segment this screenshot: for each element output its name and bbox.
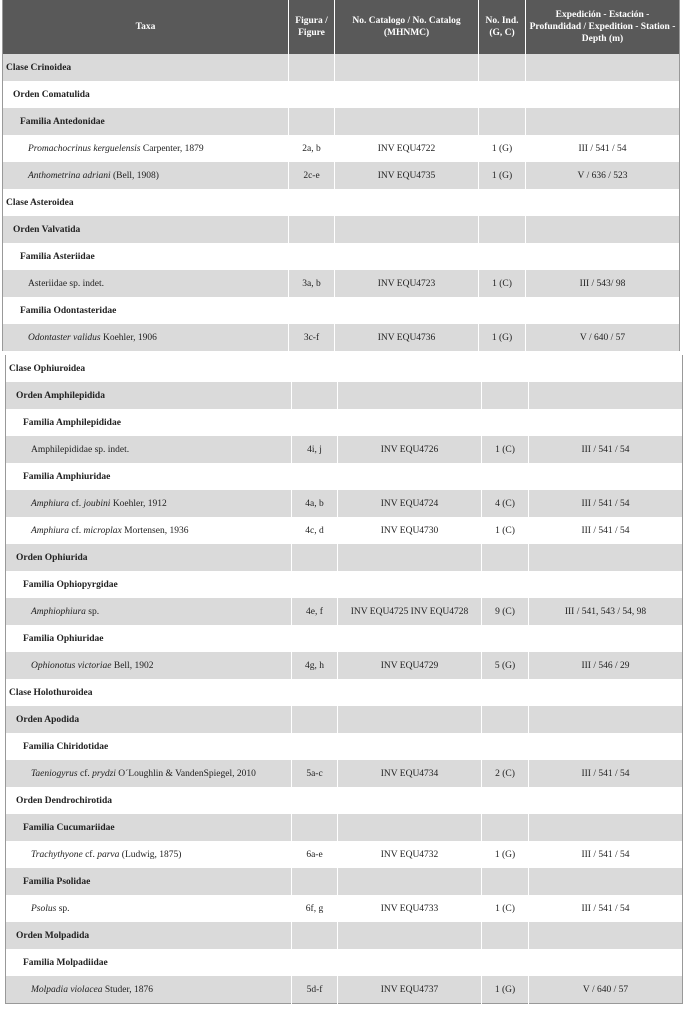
- taxon-heading: Orden Amphilepidida: [6, 382, 292, 409]
- species-row: [3, 324, 680, 351]
- empty-cell: [289, 297, 335, 324]
- empty-cell: [479, 216, 526, 243]
- species-row: [6, 895, 683, 922]
- figure-cell: 3c-f: [289, 324, 335, 351]
- empty-cell: [529, 868, 683, 895]
- taxon-heading: Orden Apodida: [6, 706, 292, 733]
- taxon-heading-row: [6, 949, 683, 976]
- taxon-heading-row: [6, 733, 683, 760]
- species-row: [6, 436, 683, 463]
- taxon-heading-row: [3, 243, 680, 270]
- species-row: [6, 517, 683, 544]
- species-genus: Promachocrinus kerguelensis: [28, 143, 141, 154]
- empty-cell: [335, 189, 479, 216]
- empty-cell: [338, 382, 482, 409]
- species-genus: Anthometrina adriani: [28, 170, 111, 181]
- taxon-heading-row: [3, 216, 680, 243]
- taxon-heading-row: [6, 355, 683, 382]
- taxon-heading: Familia Ophiopyrgidae: [6, 571, 292, 598]
- individuals-cell: 1 (G): [482, 841, 529, 868]
- species-name: [6, 652, 292, 679]
- empty-cell: [338, 949, 482, 976]
- species-name: [6, 517, 292, 544]
- catalog-cell: INV EQU4737: [338, 976, 482, 1004]
- empty-cell: [482, 814, 529, 841]
- species-author: Koehler, 1906: [100, 332, 157, 343]
- empty-cell: [529, 733, 683, 760]
- header-expedition: Expedición - Estación - Profundidad / Expedition - Station - Depth (m): [526, 0, 680, 54]
- expedition-cell: III / 541 / 54: [529, 517, 683, 544]
- empty-cell: [338, 787, 482, 814]
- empty-cell: [292, 922, 338, 949]
- species-cf: cf.: [69, 525, 84, 536]
- empty-cell: [482, 706, 529, 733]
- empty-cell: [529, 571, 683, 598]
- individuals-cell: 1 (G): [482, 976, 529, 1004]
- empty-cell: [338, 544, 482, 571]
- header-figure: Figura / Figure: [289, 0, 335, 54]
- empty-cell: [289, 108, 335, 135]
- species-row: [6, 841, 683, 868]
- individuals-cell: 4 (C): [482, 490, 529, 517]
- individuals-cell: 1 (G): [479, 162, 526, 189]
- empty-cell: [289, 81, 335, 108]
- catalog-cell: INV EQU4733: [338, 895, 482, 922]
- empty-cell: [482, 463, 529, 490]
- taxa-table-part-1: [2, 0, 680, 351]
- expedition-cell: III / 541 / 54: [529, 895, 683, 922]
- table-header-row: [3, 0, 680, 54]
- species-author: Bell, 1902: [111, 660, 154, 671]
- species-genus: Amphiura: [31, 525, 69, 536]
- empty-cell: [479, 297, 526, 324]
- species-row: [6, 652, 683, 679]
- species-text: Asteriidae sp. indet.: [28, 278, 104, 289]
- species-author: (Ludwig, 1875): [119, 849, 182, 860]
- species-text: Amphilepididae sp. indet.: [31, 444, 130, 455]
- empty-cell: [529, 814, 683, 841]
- species-author: Carpenter, 1879: [140, 143, 204, 154]
- species-genus: Ophionotus victoriae: [31, 660, 112, 671]
- species-name: [6, 841, 292, 868]
- catalog-cell: INV EQU4734: [338, 760, 482, 787]
- taxon-heading-row: [6, 625, 683, 652]
- empty-cell: [526, 189, 680, 216]
- empty-cell: [479, 81, 526, 108]
- figure-cell: 4a, b: [292, 490, 338, 517]
- taxon-heading: Familia Antedonidae: [3, 108, 289, 135]
- expedition-cell: III / 543/ 98: [526, 270, 680, 297]
- species-name: [3, 324, 289, 351]
- taxon-heading-row: [6, 679, 683, 706]
- expedition-cell: V / 640 / 57: [529, 976, 683, 1004]
- taxon-heading-row: [3, 189, 680, 216]
- empty-cell: [292, 949, 338, 976]
- empty-cell: [292, 814, 338, 841]
- figure-cell: 3a, b: [289, 270, 335, 297]
- expedition-cell: V / 640 / 57: [526, 324, 680, 351]
- empty-cell: [289, 243, 335, 270]
- empty-cell: [335, 297, 479, 324]
- taxon-heading: Familia Psolidae: [6, 868, 292, 895]
- taxon-heading-row: [6, 868, 683, 895]
- taxon-heading-row: [6, 814, 683, 841]
- empty-cell: [479, 243, 526, 270]
- figure-cell: 6f, g: [292, 895, 338, 922]
- empty-cell: [482, 733, 529, 760]
- empty-cell: [338, 733, 482, 760]
- expedition-cell: III / 541, 543 / 54, 98: [529, 598, 683, 625]
- empty-cell: [482, 787, 529, 814]
- species-name: [6, 895, 292, 922]
- species-row: [6, 490, 683, 517]
- empty-cell: [289, 216, 335, 243]
- empty-cell: [292, 409, 338, 436]
- individuals-cell: 1 (C): [479, 270, 526, 297]
- taxon-heading: Familia Chiridotidae: [6, 733, 292, 760]
- taxon-heading: Familia Odontasteridae: [3, 297, 289, 324]
- individuals-cell: 1 (G): [479, 324, 526, 351]
- taxon-heading-row: [6, 922, 683, 949]
- species-cf: cf.: [82, 849, 98, 860]
- empty-cell: [338, 679, 482, 706]
- taxon-heading: Orden Dendrochirotida: [6, 787, 292, 814]
- figure-cell: 2c-e: [289, 162, 335, 189]
- taxon-heading-row: [6, 571, 683, 598]
- taxa-table-part-2: [5, 355, 683, 1004]
- empty-cell: [292, 706, 338, 733]
- taxon-heading: Familia Amphilepididae: [6, 409, 292, 436]
- empty-cell: [338, 355, 482, 382]
- empty-cell: [529, 706, 683, 733]
- species-author: O´Loughlin & VandenSpiegel, 2010: [115, 768, 256, 779]
- species-genus: Amphiura: [31, 498, 69, 509]
- individuals-cell: 1 (C): [482, 436, 529, 463]
- empty-cell: [289, 54, 335, 81]
- expedition-cell: III / 541 / 54: [526, 135, 680, 162]
- figure-cell: 5a-c: [292, 760, 338, 787]
- empty-cell: [335, 108, 479, 135]
- species-name: [3, 135, 289, 162]
- empty-cell: [335, 216, 479, 243]
- species-name: [6, 976, 292, 1004]
- empty-cell: [529, 922, 683, 949]
- taxon-heading-row: [3, 108, 680, 135]
- species-author: Koehler, 1912: [110, 498, 167, 509]
- empty-cell: [292, 544, 338, 571]
- empty-cell: [335, 81, 479, 108]
- empty-cell: [526, 297, 680, 324]
- empty-cell: [292, 733, 338, 760]
- empty-cell: [482, 544, 529, 571]
- catalog-cell: INV EQU4726: [338, 436, 482, 463]
- species-genus: Taeniogyrus: [31, 768, 78, 779]
- species-author: sp.: [56, 903, 70, 914]
- figure-cell: 5d-f: [292, 976, 338, 1004]
- taxon-heading-row: [6, 706, 683, 733]
- empty-cell: [529, 679, 683, 706]
- taxon-heading: Orden Comatulida: [3, 81, 289, 108]
- empty-cell: [338, 625, 482, 652]
- species-genus: Trachythyone: [31, 849, 83, 860]
- species-name: [3, 162, 289, 189]
- taxon-heading: Familia Ophiuridae: [6, 625, 292, 652]
- species-genus: Amphiophiura: [31, 606, 86, 617]
- empty-cell: [482, 868, 529, 895]
- taxon-heading-row: [6, 409, 683, 436]
- empty-cell: [529, 544, 683, 571]
- species-cf: cf.: [77, 768, 93, 779]
- taxon-heading: Clase Ophiuroidea: [6, 355, 292, 382]
- individuals-cell: 5 (G): [482, 652, 529, 679]
- empty-cell: [526, 243, 680, 270]
- empty-cell: [526, 216, 680, 243]
- expedition-cell: III / 541 / 54: [529, 490, 683, 517]
- species-name: [6, 760, 292, 787]
- catalog-cell: INV EQU4723: [335, 270, 479, 297]
- figure-cell: 6a-e: [292, 841, 338, 868]
- species-genus: Molpadia violacea: [31, 984, 103, 995]
- catalog-cell: INV EQU4736: [335, 324, 479, 351]
- expedition-cell: III / 546 / 29: [529, 652, 683, 679]
- empty-cell: [479, 54, 526, 81]
- empty-cell: [529, 355, 683, 382]
- species-cf: cf.: [69, 498, 84, 509]
- taxon-heading: Clase Crinoidea: [3, 54, 289, 81]
- catalog-cell: INV EQU4732: [338, 841, 482, 868]
- empty-cell: [526, 81, 680, 108]
- empty-cell: [338, 571, 482, 598]
- species-row: [6, 760, 683, 787]
- taxon-heading: Familia Asteriidae: [3, 243, 289, 270]
- empty-cell: [529, 409, 683, 436]
- empty-cell: [338, 922, 482, 949]
- species-row: [3, 270, 680, 297]
- empty-cell: [482, 922, 529, 949]
- empty-cell: [482, 949, 529, 976]
- species-epithet: parva: [97, 849, 120, 860]
- species-name: [6, 490, 292, 517]
- empty-cell: [338, 814, 482, 841]
- species-genus: Odontaster validus: [28, 332, 101, 343]
- catalog-cell: INV EQU4730: [338, 517, 482, 544]
- empty-cell: [292, 625, 338, 652]
- species-epithet: microplax: [83, 525, 122, 536]
- empty-cell: [529, 625, 683, 652]
- empty-cell: [292, 463, 338, 490]
- species-row: [6, 598, 683, 625]
- empty-cell: [292, 868, 338, 895]
- catalog-cell: INV EQU4722: [335, 135, 479, 162]
- individuals-cell: 1 (C): [482, 517, 529, 544]
- taxon-heading: Orden Valvatida: [3, 216, 289, 243]
- species-genus: Psolus: [31, 903, 57, 914]
- taxon-heading: Orden Ophiurida: [6, 544, 292, 571]
- taxon-heading: Familia Amphiuridae: [6, 463, 292, 490]
- individuals-cell: 2 (C): [482, 760, 529, 787]
- expedition-cell: V / 636 / 523: [526, 162, 680, 189]
- expedition-cell: III / 541 / 54: [529, 841, 683, 868]
- taxon-heading-row: [6, 787, 683, 814]
- empty-cell: [482, 625, 529, 652]
- species-row: [3, 162, 680, 189]
- individuals-cell: 9 (C): [482, 598, 529, 625]
- species-row: [6, 976, 683, 1004]
- header-catalog: No. Catalogo / No. Catalog (MHNMC): [335, 0, 479, 54]
- empty-cell: [529, 787, 683, 814]
- empty-cell: [338, 463, 482, 490]
- empty-cell: [289, 189, 335, 216]
- species-author: sp.: [85, 606, 100, 617]
- species-author: (Bell, 1908): [110, 170, 159, 181]
- figure-cell: 4i, j: [292, 436, 338, 463]
- catalog-cell: INV EQU4724: [338, 490, 482, 517]
- taxon-heading: Familia Molpadiidae: [6, 949, 292, 976]
- taxon-heading: Clase Asteroidea: [3, 189, 289, 216]
- species-author: Studer, 1876: [102, 984, 154, 995]
- expedition-cell: III / 541 / 54: [529, 436, 683, 463]
- individuals-cell: 1 (G): [479, 135, 526, 162]
- empty-cell: [482, 679, 529, 706]
- empty-cell: [335, 54, 479, 81]
- header-individuals: No. Ind. (G, C): [479, 0, 526, 54]
- species-epithet: joubini: [83, 498, 111, 509]
- taxon-heading-row: [3, 54, 680, 81]
- header-taxa: Taxa: [3, 0, 289, 54]
- taxon-heading: Clase Holothuroidea: [6, 679, 292, 706]
- figure-cell: 4c, d: [292, 517, 338, 544]
- species-row: [3, 135, 680, 162]
- empty-cell: [479, 108, 526, 135]
- empty-cell: [292, 787, 338, 814]
- taxon-heading-row: [6, 544, 683, 571]
- empty-cell: [529, 382, 683, 409]
- figure-cell: 4e, f: [292, 598, 338, 625]
- empty-cell: [526, 54, 680, 81]
- individuals-cell: 1 (C): [482, 895, 529, 922]
- taxon-heading-row: [6, 463, 683, 490]
- catalog-cell: INV EQU4729: [338, 652, 482, 679]
- empty-cell: [292, 355, 338, 382]
- taxon-heading: Orden Molpadida: [6, 922, 292, 949]
- empty-cell: [338, 868, 482, 895]
- species-name: [3, 270, 289, 297]
- figure-cell: 2a, b: [289, 135, 335, 162]
- species-name: [6, 436, 292, 463]
- taxon-heading: Familia Cucumariidae: [6, 814, 292, 841]
- expedition-cell: III / 541 / 54: [529, 760, 683, 787]
- empty-cell: [482, 409, 529, 436]
- empty-cell: [529, 949, 683, 976]
- empty-cell: [335, 243, 479, 270]
- empty-cell: [482, 382, 529, 409]
- empty-cell: [292, 679, 338, 706]
- empty-cell: [479, 189, 526, 216]
- taxon-heading-row: [3, 81, 680, 108]
- empty-cell: [292, 382, 338, 409]
- empty-cell: [529, 463, 683, 490]
- empty-cell: [292, 571, 338, 598]
- figure-cell: 4g, h: [292, 652, 338, 679]
- empty-cell: [482, 355, 529, 382]
- taxon-heading-row: [6, 382, 683, 409]
- empty-cell: [338, 706, 482, 733]
- empty-cell: [482, 571, 529, 598]
- catalog-cell: INV EQU4735: [335, 162, 479, 189]
- taxon-heading-row: [3, 297, 680, 324]
- species-author: Mortensen, 1936: [121, 525, 189, 536]
- species-epithet: prydzi: [92, 768, 116, 779]
- empty-cell: [338, 409, 482, 436]
- empty-cell: [526, 108, 680, 135]
- catalog-cell: INV EQU4725 INV EQU4728: [338, 598, 482, 625]
- species-name: [6, 598, 292, 625]
